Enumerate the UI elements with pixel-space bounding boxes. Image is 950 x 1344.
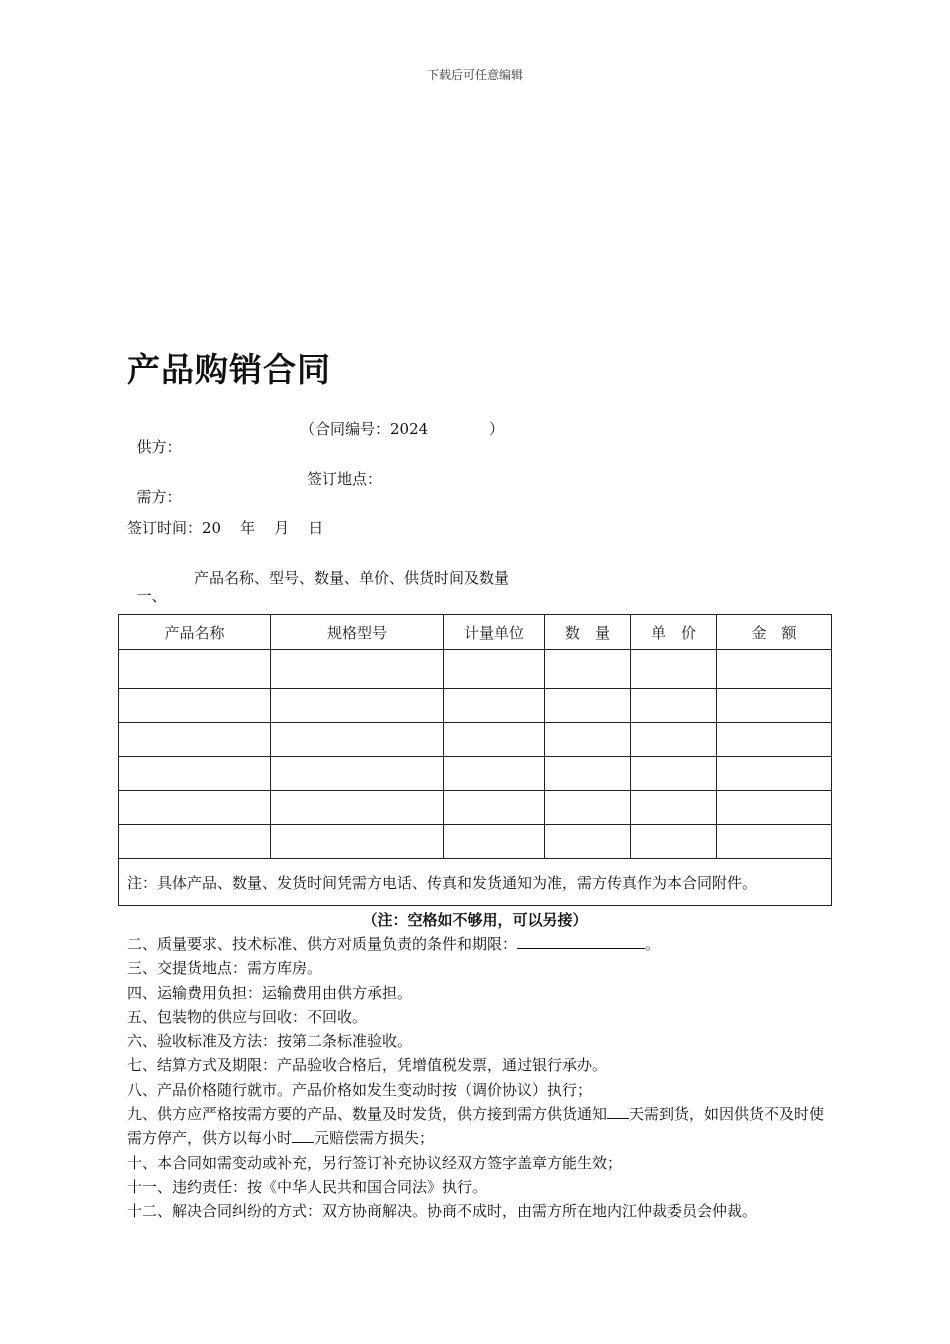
contract-title: 产品购销合同 [127,350,331,389]
table-cell[interactable] [271,825,444,859]
table-row [119,689,832,723]
table-cell[interactable] [717,723,832,757]
table-cell[interactable] [631,791,717,825]
table-cell[interactable] [545,757,631,791]
header-unit-price: 单 价 [631,615,717,650]
table-row [119,650,832,689]
clause-9-text-a: 九、供方应严格按需方要的产品、数量及时发货，供方接到需方供货通知 [127,1105,608,1124]
table-cell[interactable] [119,825,271,859]
table-cell[interactable] [545,791,631,825]
table-row [119,825,832,859]
header-product-name: 产品名称 [119,615,271,650]
clause-9-text-c: 元赔偿需方损失； [314,1129,435,1148]
table-cell[interactable] [631,757,717,791]
clause-6: 六、验收标准及方法：按第二条标准验收。 [127,1032,413,1051]
clause-7: 七、结算方式及期限：产品验收合格后，凭增值税发票，通过银行承办。 [127,1056,608,1075]
table-cell[interactable] [444,825,545,859]
table-note-row [119,859,832,906]
table-cell[interactable] [271,723,444,757]
header-unit: 计量单位 [444,615,545,650]
table-cell[interactable] [545,650,631,689]
header-quantity: 数 量 [545,615,631,650]
header-amount: 金 额 [717,615,832,650]
table-cell[interactable] [119,689,271,723]
table-cell[interactable] [444,791,545,825]
blank-hourly-compensation[interactable] [292,1127,314,1143]
clause-10: 十、本合同如需变动或补充，另行签订补充协议经双方签字盖章方能生效； [127,1153,623,1172]
table-cell[interactable] [444,650,545,689]
table-row [119,791,832,825]
table-header-row [119,615,832,650]
table-cell[interactable] [444,723,545,757]
table-row [119,757,832,791]
sign-time: 签订时间：20 年 月 日 [127,519,324,537]
table-cell[interactable] [545,689,631,723]
blank-quality-terms[interactable] [517,933,645,949]
table-cell[interactable] [717,825,832,859]
header-spec-model: 规格型号 [271,615,444,650]
buyer-label: 需方： [136,488,182,506]
contract-number-close: ） [489,420,505,438]
table-cell[interactable] [119,791,271,825]
clause-2-end: 。 [645,935,661,953]
table-cell[interactable] [119,650,271,689]
table-cell[interactable] [271,689,444,723]
supplier-label: 供方： [136,438,182,456]
clause-3: 三、交提货地点：需方库房。 [127,959,323,978]
clause-8: 八、产品价格随行就市。产品价格如发生变动时按（调价协议）执行； [127,1080,593,1099]
page-header: 下载后可任意编辑 [426,68,523,82]
section-1-number: 一、 [136,587,167,605]
clause-12: 十二、解决合同纠纷的方式：双方协商解决。协商不成时，由需方所在地内江仲裁委员会仲裁。 [127,1202,758,1221]
clause-5: 五、包装物的供应与回收：不回收。 [127,1007,368,1026]
table-cell[interactable] [631,723,717,757]
table-cell[interactable] [545,723,631,757]
clause-2-text: 二、质量要求、技术标准、供方对质量负责的条件和期限： [127,935,518,953]
clause-11: 十一、违约责任：按《中华人民共和国合同法》执行。 [127,1177,488,1196]
table-note: 注：具体产品、数量、发货时间凭需方电话、传真和发货通知为准，需方传真作为本合同附件。 [119,859,832,906]
table-cell[interactable] [444,757,545,791]
table-cell[interactable] [631,650,717,689]
table-cell[interactable] [271,791,444,825]
product-table [118,614,832,906]
table-cell[interactable] [717,757,832,791]
sign-place-label: 签订地点： [307,470,383,488]
clause-4: 四、运输费用负担：运输费用由供方承担。 [127,983,413,1002]
table-cell[interactable] [271,757,444,791]
table-cell[interactable] [119,757,271,791]
table-cell[interactable] [717,791,832,825]
table-cell[interactable] [444,689,545,723]
table-cell[interactable] [545,825,631,859]
clause-9 [127,1102,827,1151]
section-1-text: 产品名称、型号、数量、单价、供货时间及数量 [194,569,510,587]
contract-clauses [127,932,827,1224]
table-cell[interactable] [271,650,444,689]
table-cell[interactable] [717,689,832,723]
table-cell[interactable] [119,723,271,757]
contract-number: （合同编号：2024 [300,420,429,438]
table-row [119,723,832,757]
table-cell[interactable] [717,650,832,689]
table-subnote: （注：空格如不够用，可以另接） [362,911,588,929]
table-cell[interactable] [631,689,717,723]
blank-delivery-days[interactable] [607,1103,629,1119]
clause-9-text-b: 天需到货，如因供货不及时使需方停产，供方以每小时 [127,1105,825,1148]
clause-2 [127,932,827,956]
table-cell[interactable] [631,825,717,859]
